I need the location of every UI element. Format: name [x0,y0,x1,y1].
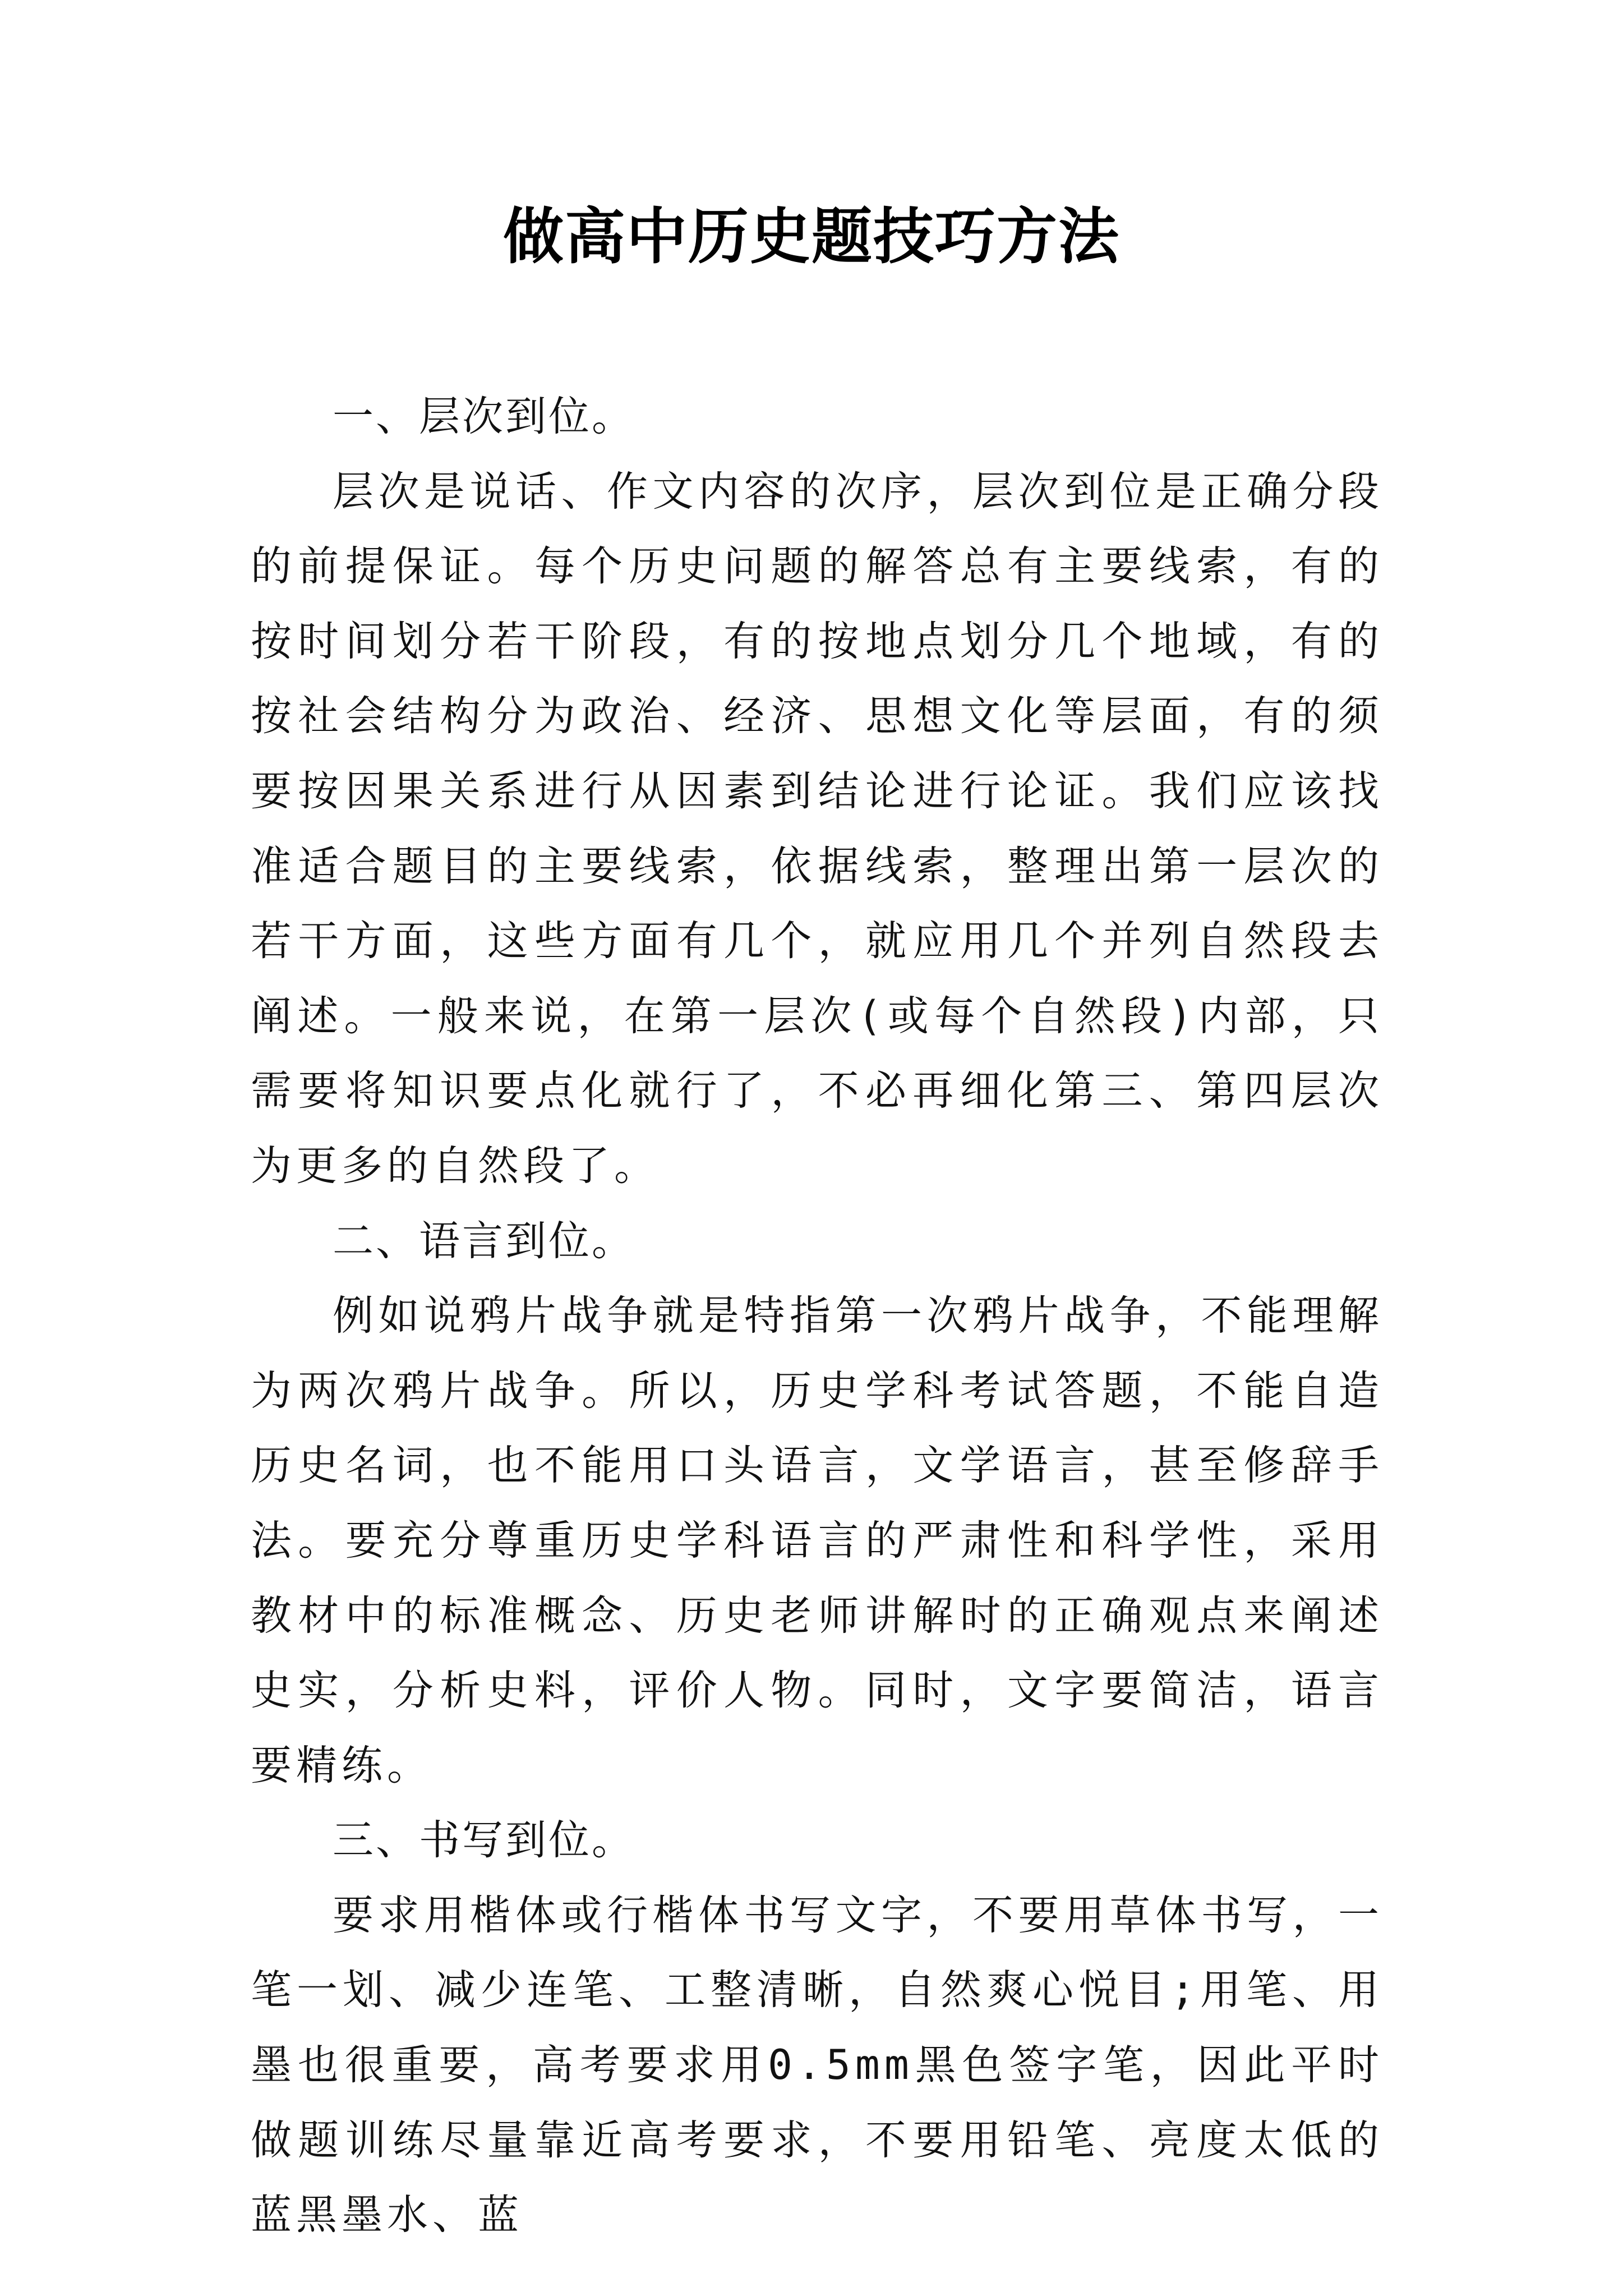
section-heading-2: 二、语言到位。 [333,1217,635,1265]
section-heading-3: 三、书写到位。 [333,1816,635,1865]
paragraph-1: 层次是说话、作文内容的次序，层次到位是正确分段的前提保证。每个历史问题的解答总有主要线索，有的按时间划分若干阶段，有的按地点划分几个地域，有的按社会结构分为政治、经济、思想文化等层面，有的须要按因果关系进行从因素到结论进行论证。我们应该找准适合题目的主要线索，依据线索，整理出第一层次的若干方面，这些方面有几个，就应用几个并列自然段去阐述。一般来说，在第一层次(或每个自然段)内部，只需要将知识要点化就行了，不必再细化第三、第四层次为更多的自然段了。 [251,467,1384,1190]
section-heading-1: 一、层次到位。 [333,393,635,440]
document-body [251,379,1384,2253]
paragraph-2: 例如说鸦片战争就是特指第一次鸦片战争，不能理解为两次鸦片战争。所以，历史学科考试答题，不能自造历史名词，也不能用口头语言，文学语言，甚至修辞手法。要充分尊重历史学科语言的严肃性和科学性，采用教材中的标准概念、历史老师讲解时的正确观点来阐述史实，分析史料，评价人物。同时，文字要简洁，语言要精练。 [251,1292,1384,1789]
document-title: 做高中历史题技巧方法 [502,201,1120,272]
paragraph-3: 要求用楷体或行楷体书写文字，不要用草体书写，一笔一划、减少连笔、工整清晰，自然爽心悦目;用笔、用墨也很重要，高考要求用0.5mm黑色签字笔，因此平时做题训练尽量靠近高考要求，不要用铅笔、亮度太低的蓝黑墨水、蓝 [251,1891,1384,2239]
